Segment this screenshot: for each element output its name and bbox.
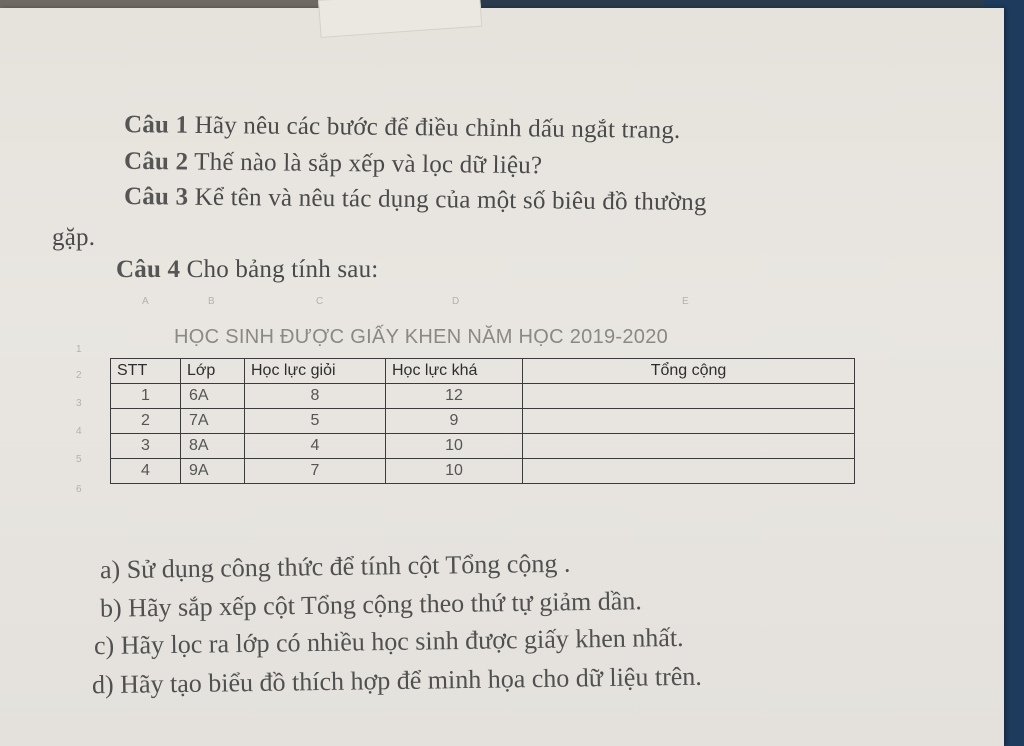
question-2-text: Thế nào là sắp xếp và lọc dữ liệu? [188, 148, 543, 180]
task-b: b) Hãy sắp xếp cột Tổng cộng theo thứ tự giảm dần. [99, 586, 642, 623]
cell-hoc-luc-gioi: 8 [245, 384, 386, 409]
table-row [111, 384, 855, 409]
cell-stt: 2 [111, 409, 181, 434]
question-3-continuation: gặp. [52, 224, 96, 251]
question-1 [124, 111, 681, 145]
table-row [111, 459, 855, 484]
cell-hoc-luc-gioi: 4 [245, 434, 386, 459]
header-hoc-luc-gioi: Học lực giỏi [245, 359, 386, 384]
cell-stt: 3 [111, 434, 181, 459]
row-header-3: 3 [76, 398, 82, 409]
cell-tong-cong [523, 459, 855, 484]
cell-tong-cong [523, 434, 855, 459]
column-header-e: E [682, 296, 689, 307]
header-tong-cong: Tổng cộng [523, 359, 855, 384]
row-header-6: 6 [76, 484, 82, 495]
question-1-text: Hãy nêu các bước để điều chỉnh dấu ngắt trang. [188, 111, 681, 144]
cell-hoc-luc-gioi: 5 [245, 409, 386, 434]
column-header-d: D [452, 296, 460, 307]
column-header-b: B [208, 296, 215, 307]
cell-hoc-luc-gioi: 7 [245, 459, 386, 484]
spreadsheet [70, 288, 870, 508]
cell-hoc-luc-kha: 9 [386, 409, 523, 434]
row-header-4: 4 [76, 426, 82, 437]
task-d: d) Hãy tạo biểu đồ thích hợp để minh họa cho dữ liệu trên. [91, 661, 702, 700]
cell-stt: 4 [111, 459, 181, 484]
cell-stt: 1 [111, 384, 181, 409]
question-3-label: Câu 3 [123, 182, 189, 211]
question-3-text: Kể tên và nêu tác dụng của một số biêu đồ thường [188, 183, 707, 217]
cell-lop: 6A [181, 384, 245, 409]
question-2 [124, 148, 542, 180]
cell-lop: 9A [181, 459, 245, 484]
row-header-1: 1 [76, 344, 82, 355]
question-1-label: Câu 1 [123, 111, 189, 139]
column-header-a: A [142, 296, 149, 307]
header-stt: STT [111, 359, 181, 384]
question-2-label: Câu 2 [123, 147, 189, 176]
cell-hoc-luc-kha: 12 [386, 384, 523, 409]
question-4-label: Câu 4 [116, 256, 181, 283]
row-header-5: 5 [76, 454, 82, 465]
cell-tong-cong [523, 409, 855, 434]
task-a: a) Sử dụng công thức để tính cột Tổng cộng . [99, 548, 571, 585]
column-header-c: C [316, 296, 324, 307]
row-header-2: 2 [76, 370, 82, 381]
task-c: c) Hãy lọc ra lớp có nhiều học sinh được giấy khen nhất. [93, 622, 684, 661]
question-4 [116, 256, 378, 284]
header-lop: Lớp [181, 359, 245, 384]
cell-lop: 8A [181, 434, 245, 459]
header-hoc-luc-kha: Học lực khá [386, 359, 523, 384]
cell-lop: 7A [181, 409, 245, 434]
table-title: HỌC SINH ĐƯỢC GIẤY KHEN NĂM HỌC 2019-2020 [174, 326, 669, 348]
table-row [111, 409, 855, 434]
cell-hoc-luc-kha: 10 [386, 434, 523, 459]
table-row [111, 434, 855, 459]
cell-tong-cong [523, 384, 855, 409]
question-4-text: Cho bảng tính sau: [180, 256, 379, 283]
table-header-row [111, 359, 855, 384]
cell-hoc-luc-kha: 10 [386, 459, 523, 484]
data-table [110, 358, 855, 484]
